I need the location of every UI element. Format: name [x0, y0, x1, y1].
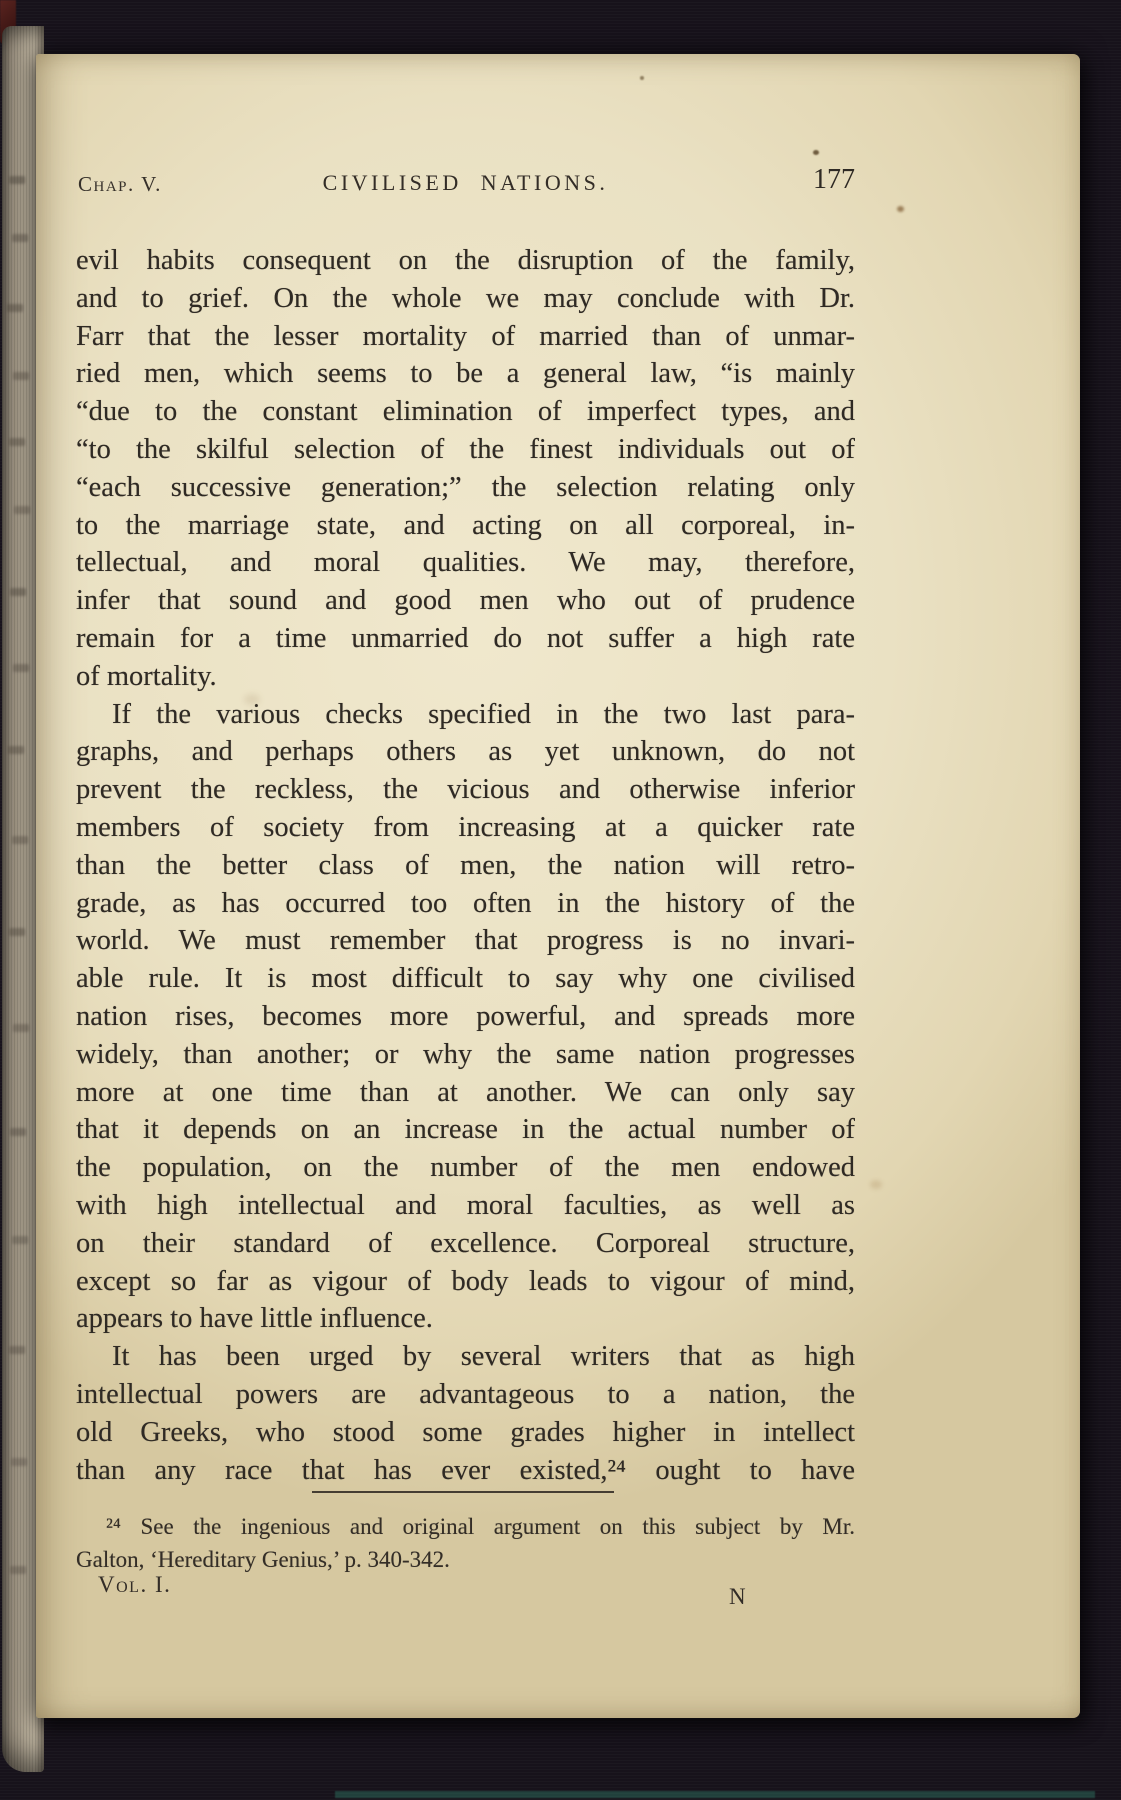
text-line: graphs, and perhaps others as yet unknown, do not [76, 736, 855, 768]
page-number: 177 [813, 164, 855, 195]
page-stain [897, 206, 904, 212]
volume-label: Vol. I. [98, 1572, 172, 1597]
text-line: It has been urged by several writers that as high [112, 1341, 855, 1373]
footnote-rule [312, 1491, 614, 1493]
footnote-line: Galton, ‘Hereditary Genius,’ p. 340-342. [76, 1547, 450, 1572]
text-line: the population, on the number of the men endowed [76, 1152, 855, 1184]
footnote-line: ²⁴ See the ingenious and original argument on this subject by Mr. [106, 1514, 855, 1539]
text-line: able rule. It is most difficult to say why one civilised [76, 963, 855, 995]
page-stain [813, 150, 819, 155]
text-line: grade, as has occurred too often in the history of the [76, 887, 855, 919]
text-line: evil habits consequent on the disruption of the family, [76, 245, 855, 276]
running-title: CIVILISED NATIONS. [322, 170, 609, 195]
text-line: more at one time than at another. We can only say [76, 1076, 855, 1108]
text-line: members of society from increasing at a quicker rate [76, 811, 855, 843]
body-text [76, 242, 855, 1489]
text-line: ried men, which seems to be a general law, “is mainly [76, 358, 855, 390]
page-edge-bleed-marks [9, 176, 25, 184]
text-line: that it depends on an increase in the actual number of [76, 1114, 855, 1146]
chapter-label: Chap. V. [78, 172, 162, 196]
signature-mark: N [729, 1584, 746, 1609]
text-line: with high intellectual and moral faculties, as well as [76, 1189, 855, 1221]
text-line: If the various checks specified in the two last para- [112, 698, 855, 730]
text-line: of mortality. [76, 660, 217, 692]
text-line: “due to the constant elimination of imperfect types, and [76, 396, 855, 428]
text-line: old Greeks, who stood some grades higher in intellect [76, 1416, 855, 1448]
text-line: Farr that the lesser mortality of married than of unmar- [76, 320, 855, 352]
text-line: “to the skilful selection of the finest individuals out of [76, 433, 855, 465]
text-line: and to grief. On the whole we may conclude with Dr. [76, 282, 855, 314]
page-stain [870, 1180, 882, 1189]
text-line: tellectual, and moral qualities. We may, therefore, [76, 547, 855, 579]
book-page [36, 54, 1080, 1718]
page-stain [244, 694, 260, 705]
text-line: remain for a time unmarried do not suffer a high rate [76, 622, 855, 654]
text-line: appears to have little influence. [76, 1303, 433, 1335]
page-stain [640, 76, 644, 80]
text-line: widely, than another; or why the same nation progresses [76, 1038, 855, 1070]
text-line: “each successive generation;” the selection relating only [76, 471, 855, 503]
text-line: prevent the reckless, the vicious and otherwise inferior [76, 774, 855, 806]
text-line: than the better class of men, the nation will retro- [76, 849, 855, 881]
text-line: on their standard of excellence. Corporeal structure, [76, 1227, 855, 1259]
text-line: to the marriage state, and acting on all corporeal, in- [76, 509, 855, 541]
text-line: than any race that has ever existed,²⁴ ought to have [76, 1454, 855, 1486]
footnote [76, 1510, 855, 1576]
scan-artifact-strip [335, 1791, 1095, 1798]
running-header [76, 162, 855, 204]
text-line: except so far as vigour of body leads to vigour of mind, [76, 1265, 855, 1297]
text-line: world. We must remember that progress is no invari- [76, 925, 855, 957]
text-line: infer that sound and good men who out of prudence [76, 585, 855, 617]
text-line: nation rises, becomes more powerful, and spreads more [76, 1000, 855, 1032]
text-line: intellectual powers are advantageous to a nation, the [76, 1378, 855, 1410]
